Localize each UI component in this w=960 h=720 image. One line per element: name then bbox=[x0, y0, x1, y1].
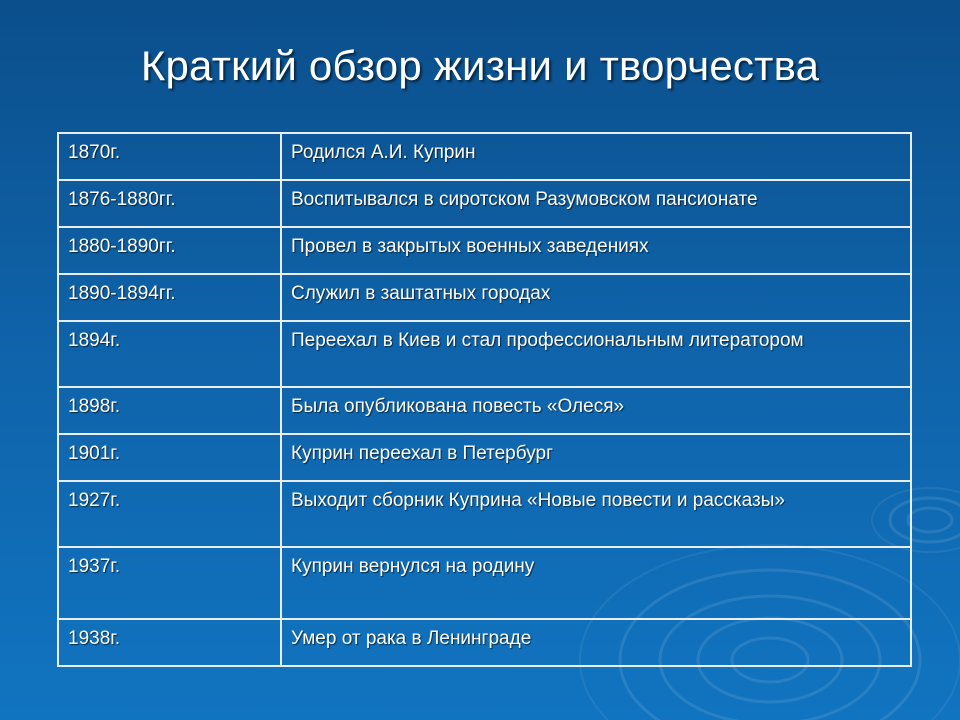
year-cell: 1898г. bbox=[58, 387, 281, 434]
table-row bbox=[58, 180, 911, 227]
year-cell: 1876-1880гг. bbox=[58, 180, 281, 227]
table-row bbox=[58, 321, 911, 387]
table-row bbox=[58, 434, 911, 481]
event-cell: Выходит сборник Куприна «Новые повести и рассказы» bbox=[281, 481, 911, 547]
year-cell: 1880-1890гг. bbox=[58, 227, 281, 274]
event-cell: Провел в закрытых военных заведениях bbox=[281, 227, 911, 274]
event-cell: Куприн вернулся на родину bbox=[281, 547, 911, 619]
event-cell: Куприн переехал в Петербург bbox=[281, 434, 911, 481]
event-cell: Переехал в Киев и стал профессиональным литератором bbox=[281, 321, 911, 387]
table-row bbox=[58, 547, 911, 619]
event-cell: Умер от рака в Ленинграде bbox=[281, 619, 911, 666]
year-cell: 1901г. bbox=[58, 434, 281, 481]
year-cell: 1937г. bbox=[58, 547, 281, 619]
year-cell: 1870г. bbox=[58, 133, 281, 180]
year-cell: 1894г. bbox=[58, 321, 281, 387]
event-cell: Воспитывался в сиротском Разумовском пансионате bbox=[281, 180, 911, 227]
table-row bbox=[58, 619, 911, 666]
year-cell: 1938г. bbox=[58, 619, 281, 666]
table-row bbox=[58, 481, 911, 547]
biography-timeline-table bbox=[57, 132, 912, 667]
year-cell: 1927г. bbox=[58, 481, 281, 547]
event-cell: Родился А.И. Куприн bbox=[281, 133, 911, 180]
slide-title: Краткий обзор жизни и творчества bbox=[140, 42, 820, 89]
year-cell: 1890-1894гг. bbox=[58, 274, 281, 321]
event-cell: Была опубликована повесть «Олеся» bbox=[281, 387, 911, 434]
table-row bbox=[58, 227, 911, 274]
table-row bbox=[58, 133, 911, 180]
table-row bbox=[58, 274, 911, 321]
table-row bbox=[58, 387, 911, 434]
event-cell: Служил в заштатных городах bbox=[281, 274, 911, 321]
